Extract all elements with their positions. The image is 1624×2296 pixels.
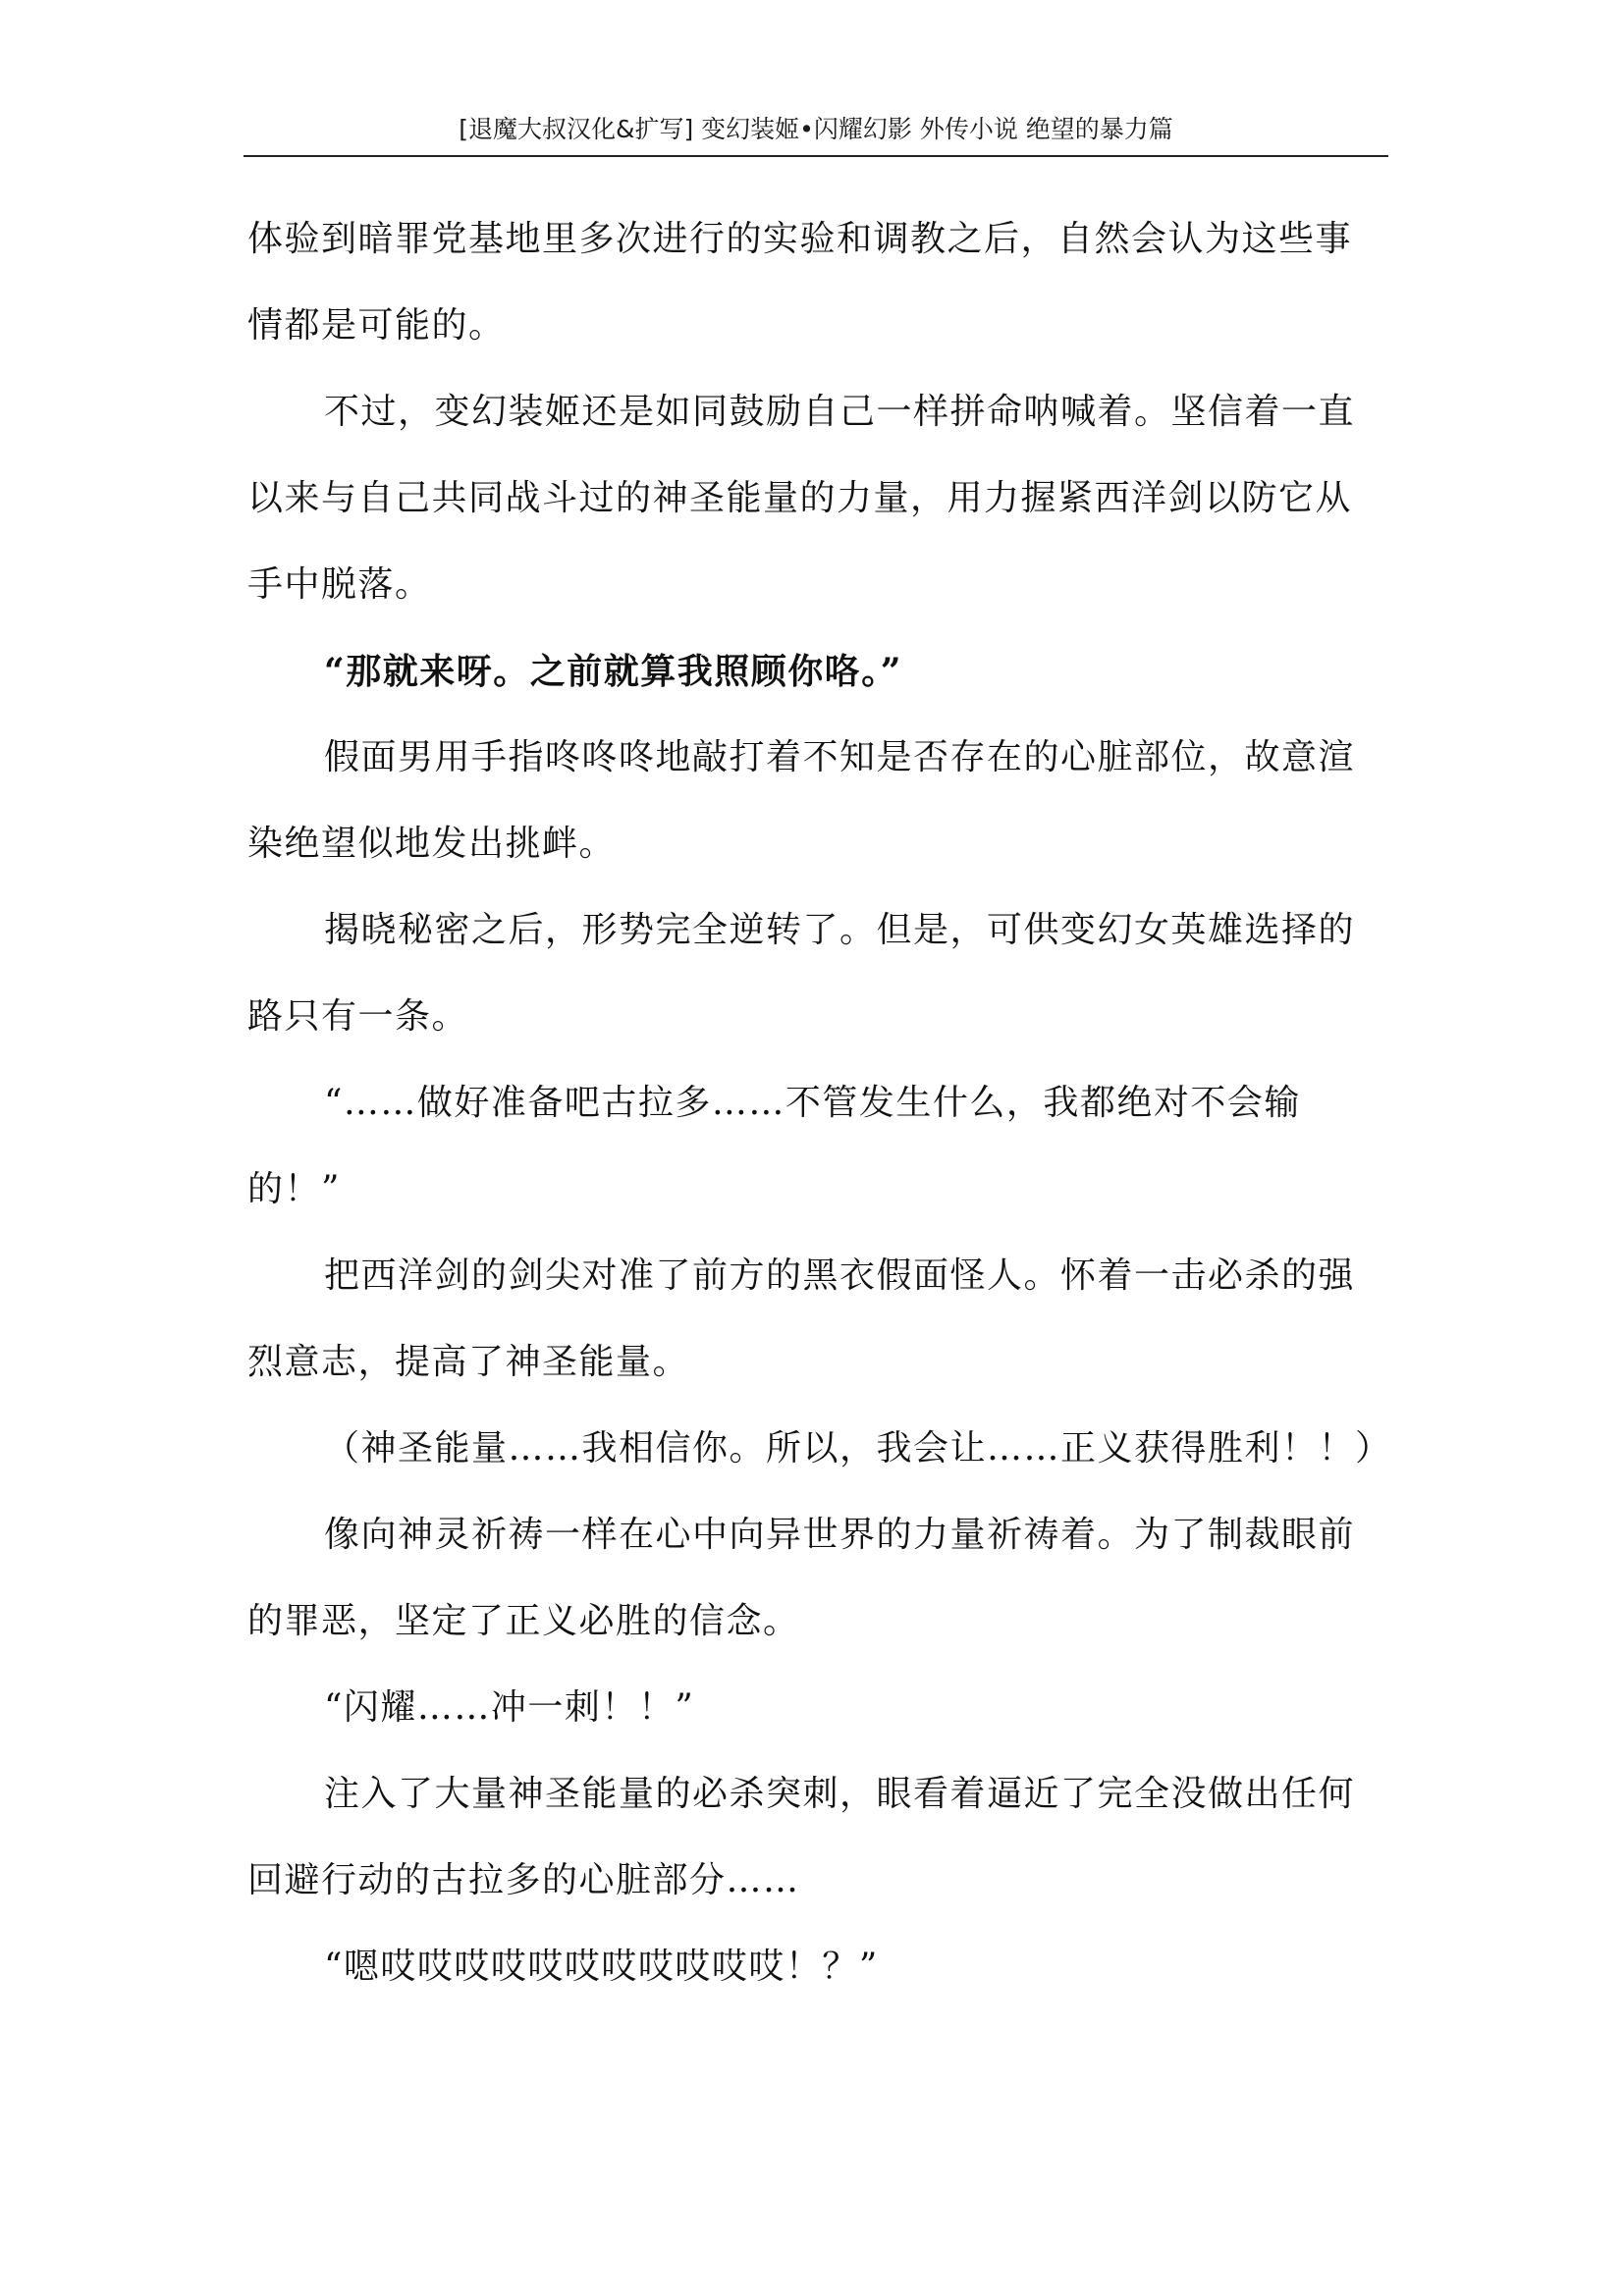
paragraph: “……做好准备吧古拉多……不管发生什么，我都绝对不会输的！”: [247, 1083, 1301, 1209]
document-body: [247, 196, 1392, 2010]
header-title: [退魔大叔汉化&扩写] 变幻装姬•闪耀幻影 外传小说 绝望的暴力篇: [459, 115, 1173, 143]
paragraph: 假面男用手指咚咚咚地敲打着不知是否存在的心脏部位，故意渲染绝望似地发出挑衅。: [247, 737, 1356, 864]
paragraph: 注入了大量神圣能量的必杀突刺，眼看着逼近了完全没做出任何回避行动的古拉多的心脏部分……: [247, 1774, 1356, 1900]
page-header: [244, 110, 1388, 157]
paragraph: 像向神灵祈祷一样在心中向异世界的力量祈祷着。为了制裁眼前的罪恶，坚定了正义必胜的信念。: [247, 1515, 1356, 1641]
paragraph: 把西洋剑的剑尖对准了前方的黑衣假面怪人。怀着一击必杀的强烈意志，提高了神圣能量。: [247, 1255, 1356, 1382]
paragraph: “闪耀……冲一刺！！”: [324, 1687, 695, 1728]
paragraph: 揭晓秘密之后，形势完全逆转了。但是，可供变幻女英雄选择的路只有一条。: [247, 910, 1356, 1037]
paragraph: 不过，变幻装姬还是如同鼓励自己一样拼命呐喊着。坚信着一直以来与自己共同战斗过的神圣能量的力量，用力握紧西洋剑以防它从手中脱落。: [247, 392, 1356, 605]
paragraph: “嗯哎哎哎哎哎哎哎哎哎哎哎！？”: [324, 1947, 879, 1987]
paragraph: （神圣能量……我相信你。所以，我会让……正义获得胜利！！）: [324, 1428, 1392, 1468]
paragraph: “那就来呀。之前就算我照顾你咯。”: [324, 651, 902, 692]
paragraph: 体验到暗罪党基地里多次进行的实验和调教之后，自然会认为这些事情都是可能的。: [247, 219, 1353, 346]
